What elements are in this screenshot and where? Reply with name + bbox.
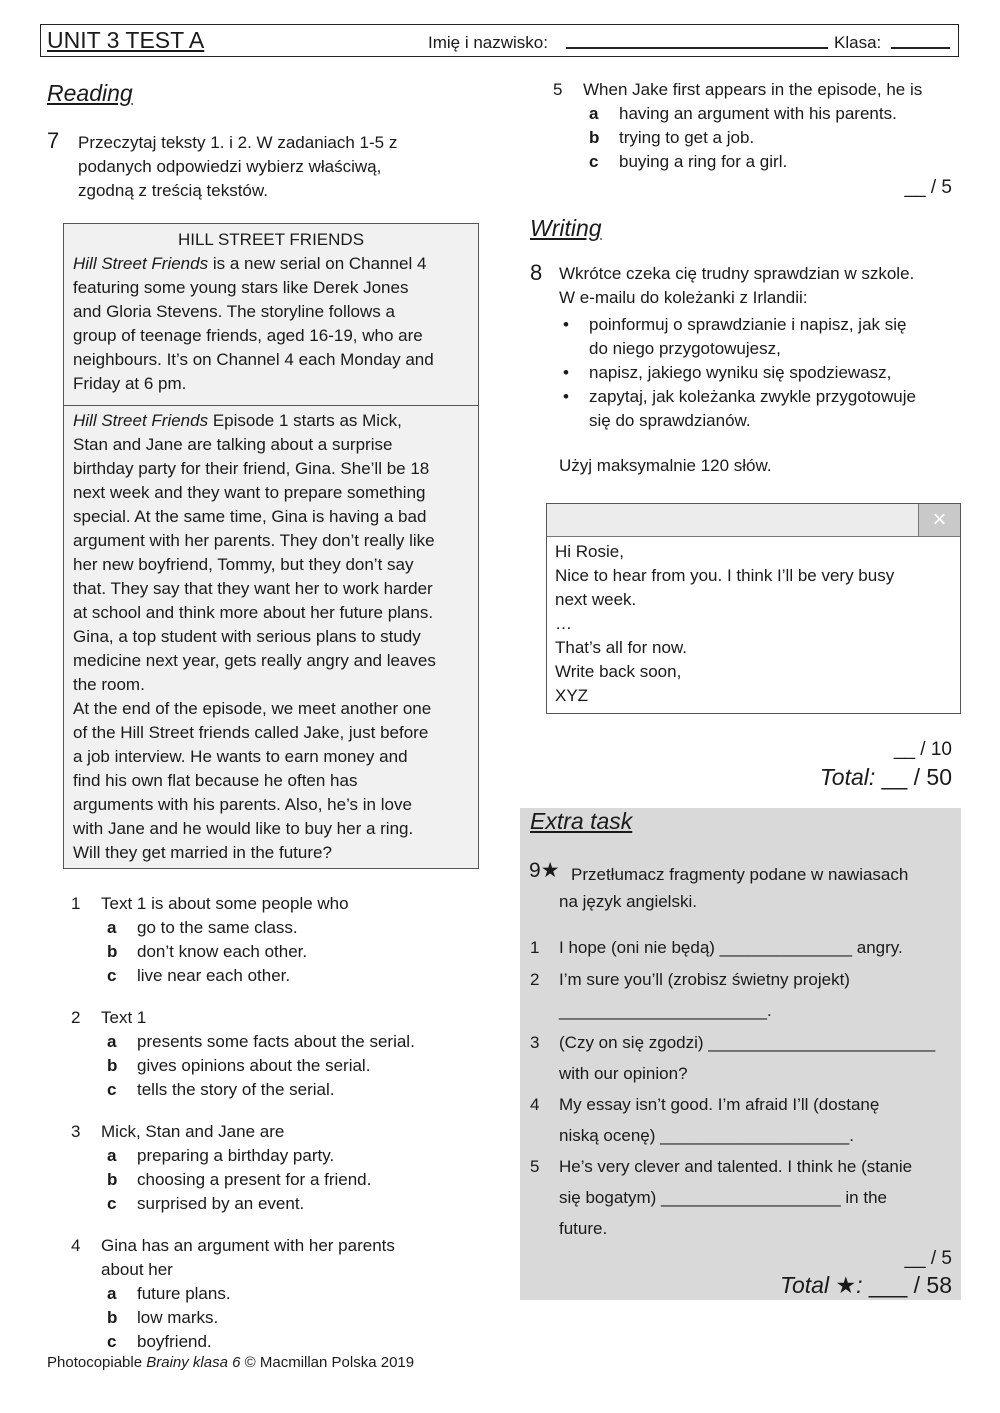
text-1-line: neighbours. It’s on Channel 4 each Monday and	[73, 350, 434, 369]
text-2-line: of the Hill Street friends called Jake, just before	[73, 723, 429, 742]
answer-option[interactable]: a having an argument with his parents.	[589, 104, 897, 123]
text-2-line: special. At the same time, Gina is having a bad	[73, 507, 427, 526]
text-2-line: Hill Street Friends Episode 1 starts as Mick,	[73, 411, 402, 430]
email-line: Nice to hear from you. I think I’ll be very busy	[555, 566, 895, 585]
bullet-item: • poinformuj o sprawdzianie i napisz, jak się do niego przygotowujesz,	[559, 313, 916, 361]
answer-option[interactable]: c buying a ring for a girl.	[589, 152, 788, 171]
star-icon: ★	[540, 859, 560, 882]
name-field[interactable]	[566, 47, 828, 49]
text-2-line: her new boyfriend, Tommy, but they don’t say	[73, 555, 414, 574]
total-50: Total: __ / 50	[819, 764, 952, 790]
email-line: next week.	[555, 590, 637, 609]
text-1-title: HILL STREET FRIENDS	[177, 230, 365, 249]
bullet-item: • zapytaj, jak koleżanka zwykle przygotowuje się do sprawdzianów.	[559, 385, 916, 433]
task-8-instruction: Wkrótce czeka cię trudny sprawdzian w szkole. W e-mailu do koleżanki z Irlandii:	[559, 264, 915, 307]
answer-option[interactable]: b low marks.	[107, 1308, 219, 1327]
text-2-line: the room.	[73, 675, 145, 694]
extra-score: __ / 5	[904, 1248, 952, 1269]
unit-title: UNIT 3 TEST A	[47, 27, 205, 53]
text-2-line: At the end of the episode, we meet another one	[73, 699, 432, 718]
task-8-bullets	[559, 313, 916, 433]
text-1-line: Friday at 6 pm.	[73, 374, 187, 393]
total-58: Total ★: ___ / 58	[780, 1272, 952, 1298]
text-2-line: Gina, a top student with serious plans to study	[73, 627, 421, 646]
email-box[interactable]	[546, 503, 961, 714]
text-2-box	[63, 405, 479, 869]
email-line: Write back soon,	[555, 662, 682, 681]
class-field[interactable]	[891, 47, 950, 49]
reading-title: Reading	[47, 80, 133, 106]
text-1-line: featuring some young stars like Derek Jones	[73, 278, 409, 297]
text-2-line: Stan and Jane are talking about a surprise	[73, 435, 393, 454]
task-8-number: 8	[530, 260, 543, 285]
extra-title: Extra task	[530, 808, 633, 834]
answer-option[interactable]: c tells the story of the serial.	[107, 1080, 335, 1099]
email-line: That’s all for now.	[555, 638, 687, 657]
answer-option[interactable]: a go to the same class.	[107, 918, 298, 937]
task-9-instruction: Przetłumacz fragmenty podane w nawiasach na język angielski.	[559, 865, 909, 911]
text-1-line: group of teenage friends, aged 16-19, who are	[73, 326, 423, 345]
answer-option[interactable]: c live near each other.	[107, 966, 291, 985]
name-label: Imię i nazwisko:	[428, 33, 548, 52]
text-2-line: arguments with his parents. Also, he’s in love	[73, 795, 412, 814]
email-body[interactable]	[555, 540, 894, 708]
text-2-line: at school and think more about her future plans.	[73, 603, 434, 622]
task-7-number: 7	[47, 128, 60, 153]
email-line: Hi Rosie,	[555, 542, 624, 561]
writing-score: __ / 10	[893, 739, 952, 760]
text-2-line: argument with her parents. They don’t really like	[73, 531, 435, 550]
answer-option[interactable]: b choosing a present for a friend.	[107, 1170, 372, 1189]
text-2-line: Will they get married in the future?	[73, 843, 332, 862]
text-1-line: and Gloria Stevens. The storyline follows a	[73, 302, 395, 321]
task-9-number: 9★	[529, 859, 560, 882]
text-2-line: medicine next year, gets really angry and leaves	[73, 651, 436, 670]
answer-option[interactable]: c surprised by an event.	[107, 1194, 305, 1213]
answer-option[interactable]: b don’t know each other.	[107, 942, 308, 961]
text-1-line: Hill Street Friends is a new serial on Channel 4	[73, 254, 427, 273]
text-2-line: birthday party for their friend, Gina. She’ll be 18	[73, 459, 430, 478]
answer-option[interactable]: b gives opinions about the serial.	[107, 1056, 371, 1075]
answer-option[interactable]: a future plans.	[107, 1284, 231, 1303]
answer-option[interactable]: c boyfriend.	[107, 1332, 212, 1351]
task-7-instruction: Przeczytaj teksty 1. i 2. W zadaniach 1-5 z podanych odpowiedzi wybierz właściwą, zgodną z treścią tekstów.	[78, 133, 398, 200]
answer-option[interactable]: a preparing a birthday party.	[107, 1146, 335, 1165]
close-icon[interactable]: ×	[918, 504, 960, 536]
writing-title: Writing	[530, 215, 602, 241]
text-2-line: that. They say that they want her to work harder	[73, 579, 433, 598]
text-2-line: with Jane and he would like to buy her a ring.	[73, 819, 414, 838]
answer-option[interactable]: b trying to get a job.	[589, 128, 755, 147]
reading-score: __ / 5	[904, 177, 952, 198]
bullet-item: • napisz, jakiego wyniku się spodziewasz,	[559, 361, 916, 385]
text-2-line: next week and they want to prepare something	[73, 483, 426, 502]
email-line: XYZ	[555, 686, 589, 705]
class-label: Klasa:	[834, 33, 882, 52]
answer-option[interactable]: a presents some facts about the serial.	[107, 1032, 415, 1051]
email-toolbar	[547, 504, 960, 537]
email-line: …	[555, 614, 572, 633]
word-limit: Użyj maksymalnie 120 słów.	[559, 456, 772, 475]
footer-copyright: Photocopiable Brainy klasa 6 © Macmillan Polska 2019	[47, 1354, 415, 1371]
text-2-line: a job interview. He wants to earn money and	[73, 747, 408, 766]
text-1-box	[63, 223, 479, 406]
text-2-line: find his own flat because he often has	[73, 771, 358, 790]
